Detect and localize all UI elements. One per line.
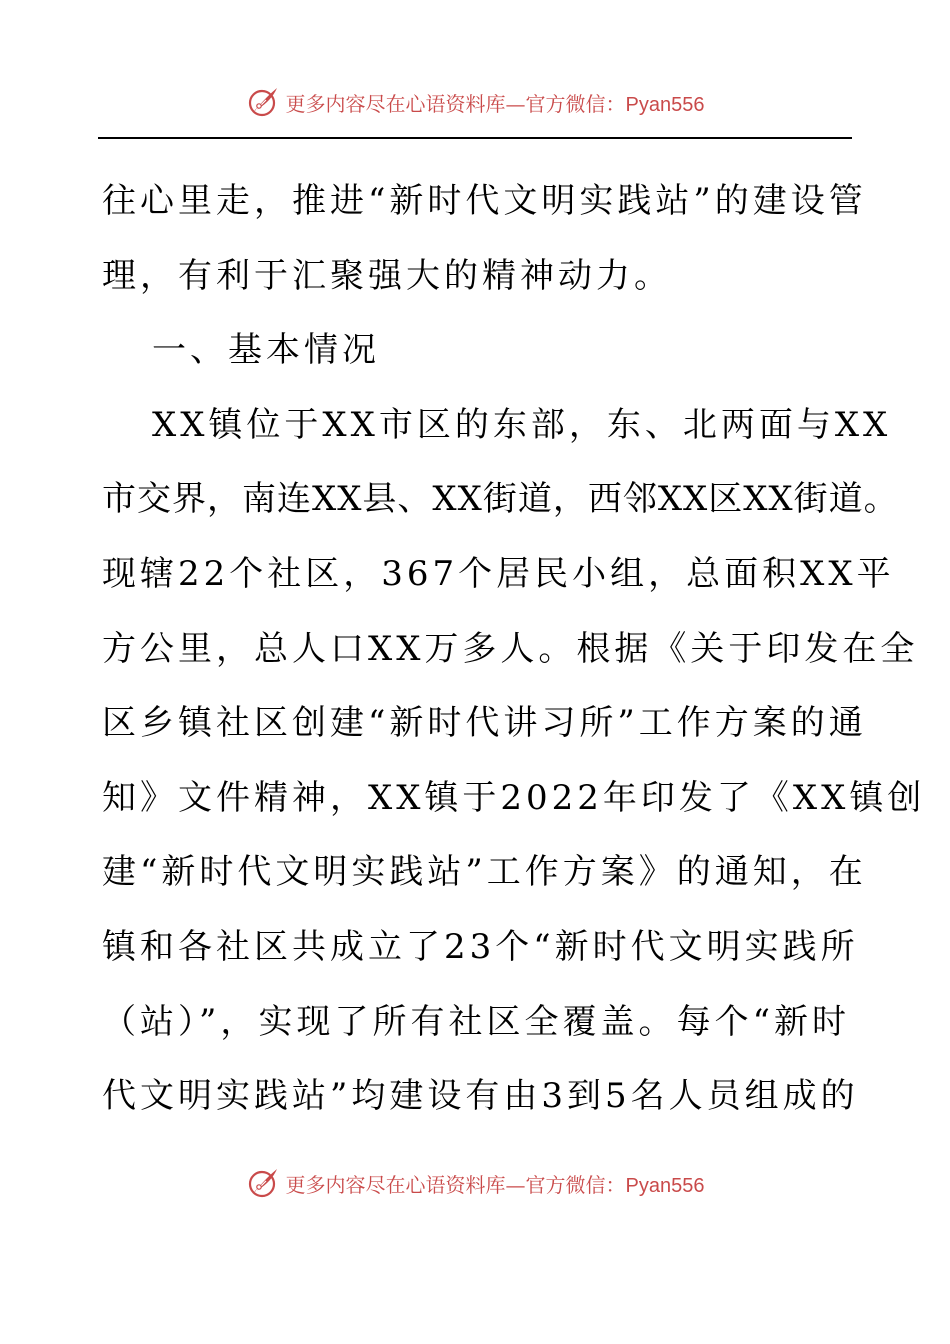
quill-logo-icon (246, 1166, 280, 1200)
header-banner-text: 更多内容尽在心语资料库—官方微信：Pyan556 (285, 91, 705, 116)
page-footer (0, 1163, 950, 1203)
header-wechat-id: Pyan556 (625, 93, 705, 116)
document-body (102, 168, 926, 1138)
body-line: 建“新时代文明实践站”工作方案》的通知，在 (102, 852, 867, 893)
body-line: 理，有利于汇聚强大的精神动力。 (102, 255, 672, 296)
footer-wechat-id: Pyan556 (625, 1174, 705, 1197)
body-line: XX镇位于XX市区的东部，东、北两面与XX (152, 404, 892, 445)
body-line: 镇和各社区共成立了23个“新时代文明实践所 (102, 926, 859, 967)
footer-banner-text: 更多内容尽在心语资料库—官方微信：Pyan556 (285, 1172, 705, 1197)
body-line: 区乡镇社区创建“新时代讲习所”工作方案的通 (102, 703, 867, 744)
page-header (0, 82, 950, 122)
quill-logo-icon (246, 85, 280, 119)
body-line: 现辖22个社区，367个居民小组，总面积XX平 (102, 553, 895, 594)
section-heading: 一、基本情况 (152, 330, 380, 371)
body-line: 知》文件精神，XX镇于2022年印发了《XX镇创 (102, 777, 926, 818)
body-line: 方公里，总人口XX万多人。根据《关于印发在全 (102, 628, 919, 669)
header-banner (246, 85, 705, 119)
body-line: （站）”，实现了所有社区全覆盖。每个“新时 (102, 1001, 850, 1042)
body-line: 市交界，南连XX县、XX街道，西邻XX区XX街道。 (102, 479, 899, 520)
header-divider (98, 137, 852, 139)
footer-banner (246, 1166, 705, 1200)
body-line: 往心里走，推进“新时代文明实践站”的建设管 (102, 181, 867, 221)
body-line: 代文明实践站”均建设有由3到5名人员组成的 (102, 1076, 859, 1117)
